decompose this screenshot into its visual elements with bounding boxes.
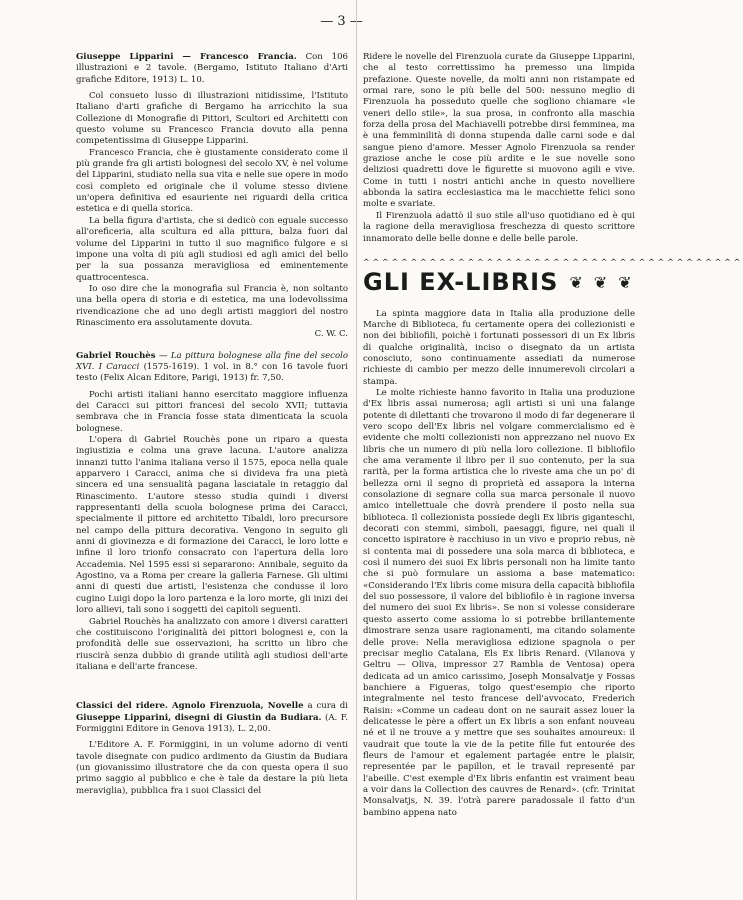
paragraph: Io oso dire che la monografia sul Francia è, non soltanto una bella opera di storia e di estetica, ma una lodevolissima rivendicazione che ad uno degli artisti maggiori del nostro Rinascimento era assolutamente dovuta.: [76, 283, 348, 328]
paragraph: Col consueto lusso di illustrazioni nitidissime, l'Istituto Italiano d'arti grafiche di Bergamo ha arricchito la sua Collezione di Monografie di Pittori, Scultori ed Architetti con questo volume su Francesco Francia dovuto alla penna competentissima di Giuseppe Lipparini.: [76, 91, 348, 147]
paragraph: Ridere le novelle del Firenzuola curate da Giuseppe Lipparini, che al testo correttissimo ha premesso una limpida prefazione. Queste novelle, da molti anni non ristampate ed ormai rare, sono le più belle del 500: nessuno meglio di Firenzuola ha posseduto quelle che sogliono chiamare «le veneri dello stile», la sua prosa, in confronto alla maschia forza della prosa del Machiavelli potrebbe dirsi femminea, ma è una femminilità di donna stupenda dalle carni sode e dal sangue pieno d'amore. Messer Agnolo Firenzuola sa render graziose anche le cose più ardite e le sue novelle sono deliziosi quadretti dove le figurette si muovono agili e vive. Come in tutti i nostri antichi anche in questo novelliere abbonda la satira ecclesiastica ma le macchiette felici sono molte e svariate.: [363, 52, 635, 210]
review-author: Gabriel Rouchès: [76, 350, 156, 361]
paragraph: L'opera di Gabriel Rouchès pone un riparo a questa ingiustizia e colma una grave lacuna. L'autore analizza innanzi tutto l'anima italiana verso il 1575, epoca nella quale apparvero i Caracci, anima che si divideva fra una pietà sincera ed una sensualità pagana lasciatale in retaggio dal Rinascimento. L'autore stesso studia quindi i diversi rappresentanti della scuola bolognese prima dei Caracci, specialmente il pittore ed architetto Tibaldi, loro precursore nel campo della pittura decorativa. Vengono in seguito gli anni di giovinezza e di formazione dei Caracci, le loro lotte e infine il loro trionfo consacrato con l'apertura della loro Accademia. Nel 1595 essi si separarono: Annibale, seguito da Agostino, va a Roma per creare la galleria Farnese. Gli ultimi anni di questi due artisti, l'esistenza che condusse il loro cugino Luigi dopo la loro partenza e la loro morte, gli inizi dei loro allievi, tali sono i soggetti dei capitoli seguenti.: [76, 435, 348, 616]
paragraph: Pochi artisti italiani hanno esercitato maggiore influenza dei Caracci sui pittori francesi del secolo XVII; tuttavia sembrava che in Francia fosse stata dimenticata la scuola bolognese.: [76, 389, 348, 434]
review-firenzuola-header: [76, 701, 348, 735]
leaf-ornament-icon: ❦: [569, 273, 583, 293]
paragraph: La spinta maggiore data in Italia alla produzione delle Marche di Biblioteca, fu certamente opera dei collezionisti e non dei bibliofili, poichè i fortunati possessori di un Ex libris di qualche originalità, inciso o disegnato da un artista conosciuto, sono continuamente assediati da numerose richieste di cambio per mezzo delle innumerevoli circolari a stampa.: [363, 308, 635, 387]
review-title: — Francesco Francia.: [182, 52, 297, 62]
review-title: Classici del ridere. Agnolo Firenzuola, Novelle: [76, 701, 304, 712]
paragraph: Gabriel Rouchès ha analizzato con amore i diversi caratteri che costituiscono l'originalità dei pittori bolognesi e, con la profondità delle sue osservazioni, ha scritto un libro che riuscirà senza dubbio di grande utilità agli studiosi dell'arte italiana e dell'arte francese.: [76, 616, 348, 672]
section-heading-text: GLI EX-LIBRIS: [363, 268, 559, 297]
section-heading: [363, 268, 635, 297]
review-details: (A. F. Formiggini Editore in Genova 1913). L. 2,00.: [76, 712, 349, 734]
review-francia-header: [76, 52, 348, 86]
paragraph: Le molte richieste hanno favorito in Italia una produzione d'Ex libris assai numerosa; agli artisti si unì una falange potente di dilettanti che trovarono il modo di far degenerare il vero scopo dell'Ex libris nel volgare commercialismo ed è evidente che molti collezionisti non apprezzano nel nuovo Ex libris che un numero di più nella loro collezione. Il bibliofilo che ama veramente il libro per il suo contenuto, per la sua rarità, per la forma artistica che lo riveste ama che un po' di bellezza orni il segno di proprietà ed assapora la interna consolazione di segnare colla sua marca personale il nuovo amico intellettuale che dovrà prendere il posto nella sua biblioteca. Il collezionista possiede degli Ex libris giganteschi, decorati con stemmi, simboli, paesaggi, figure, nei quali il concetto ispiratore è racchiuso in un vivo e proprio rebus, nè si contenta mai di possedere una sola marca di biblioteca, e così il numero dei suoi Ex libris personali non ha limite tanto che si può formulare un assioma a base matematico: «Considerando l'Ex libris come misura della capacità bibliofila del suo possessore, il valore del bibliofilo è in ragione inversa del numero dei suoi Ex libris». Se non si volesse considerare questo asserto come assioma lo si potrebbe brillantemente dimostrare senza usare ragionamenti, ma citando solamente delle prove: Nella meravigliosa edizione spagnola o per precisar meglio Catalana, Els Ex libris Renard. (Vilanova y Geltru — Oliva, impressor 27 Rambla de Ventosa) opera dedicata ad un amico carissimo, Joseph Monsalvatje y Fossas banchiere a Figueras, tolgo quest'esempio che riporto integralmente nel testo francese dell'avvocato, Frederich Raisin: «Comme un cadeau dont on ne saurait assez louer la delicatesse le père a offert un Ex libris a son enfant nouveau né et il ne trouve a y mettre que ses souhaites amoureux: il vaudrait que toute la vie de la petite fille fut entourée des fleurs de l'amour et egalement partagée entre le plaisir, representée par le papillon, et le travail representé par l'abeille. C'est exemple d'Ex libris enfantin est vraiment beau a voir dans la Collection des cauvres de Renard». (cfr. Trinitat Monsalvatjs, N. 39. l'otrà parere paradossale il fatto d'un bambino appena nato: [363, 387, 635, 818]
review-details: (1575-1619). 1 vol. in 8.° con 16 tavole fuori testo (Felix Alcan Editore, Parigi, 1913) fr. 7,50.: [76, 361, 349, 384]
signature: C. W. C.: [314, 329, 348, 340]
review-details: a cura di: [307, 701, 348, 712]
right-column: [363, 52, 743, 819]
review-details: Con 106 illustrazioni e 2 tavole. (Bergamo, Istituto Italiano d'Arti grafiche Editore, 1913) L. 10.: [76, 52, 348, 85]
page-number: — 3 —: [320, 14, 363, 29]
paragraph: Il Firenzuola adattò il suo stile all'uso quotidiano ed è qui la ragione della meravigliosa freschezza di questo scrittore innamorato delle belle donne e delle belle parole.: [363, 210, 635, 244]
leaf-ornament-icon: ❦: [618, 273, 632, 293]
column-divider-line: [356, 0, 357, 900]
decorative-divider: ^^^^^^^^^^^^^^^^^^^^^^^^^^^^^^^^^^^^^^^^: [363, 257, 743, 267]
paragraph: La bella figura d'artista, che si dedicò con eguale successo all'oreficeria, alla scultura ed alla pittura, balza fuori dal volume del Lipparini in tutto il suo magnifico fulgore e si impone una volta di più agli studiosi ed agli amici del bello per la sua possanza meravigliosa ed eminentemente quattrocentesca.: [76, 215, 348, 283]
review-caracci-header: [76, 351, 348, 385]
paragraph: Francesco Francia, che è giustamente considerato come il più grande fra gli artisti bolognesi del secolo XV, è nel volume del Lipparini, studiato nella sua vita e nelle sue opere in modo così completo ed originale che il volume stesso diviene un'opera definitiva ed esauriente nei riguardi della critica estetica e di quella storica.: [76, 147, 348, 215]
review-author: Giuseppe Lipparini: [76, 52, 174, 62]
review-details-bold: Giuseppe Lipparini, disegni di Giustin da Budiara.: [76, 712, 322, 723]
leaf-ornament-icon: ❦: [593, 273, 608, 293]
left-column: [76, 52, 348, 797]
paragraph: L'Editore A. F. Formiggini, in un volume adorno di venti tavole disegnate con pudico ardimento da Giustin da Budiara (un giovanissimo illustratore che da con questa opera il suo primo saggio al pubblico e che è tale da destare la più lieta meraviglia), pubblica fra i suoi Classici del: [76, 740, 348, 796]
review-title: — La pittura bolognese alla fine del secolo XVI. I Caracci: [76, 350, 348, 372]
